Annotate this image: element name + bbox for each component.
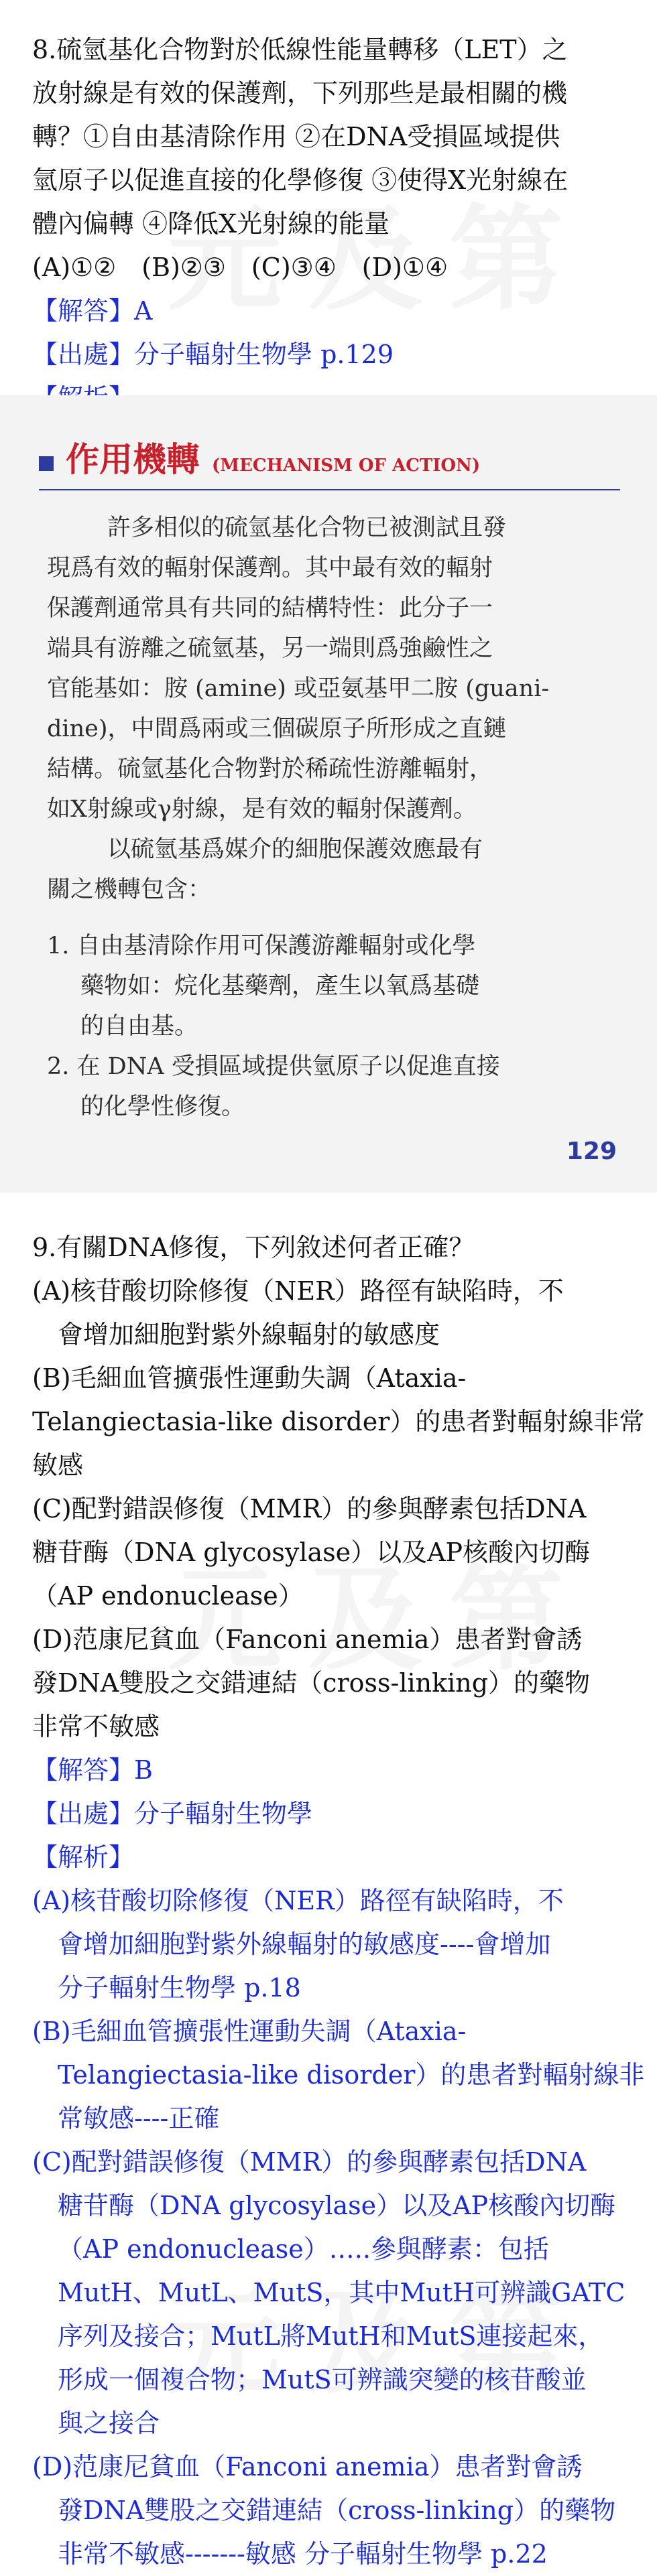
question-stem-line: 非常不敏感 bbox=[32, 1712, 160, 1741]
excerpt-line: 官能基如：胺 (amine) 或亞氨基甲二胺 (guani- bbox=[47, 675, 550, 702]
question-stem-line: 8.硫氫基化合物對於低線性能量轉移（LET）之 bbox=[32, 35, 568, 64]
explanation-line: 非常不敏感-------敏感 分子輻射生物學 p.22 bbox=[58, 2539, 548, 2569]
excerpt-title: 作用機轉 bbox=[66, 440, 200, 479]
excerpt-page-number: 129 bbox=[566, 1138, 617, 1165]
explanation-line: 分子輻射生物學 p.18 bbox=[58, 1973, 301, 2003]
explanation-line: (C)配對錯誤修復（MMR）的參與酵素包括DNA bbox=[32, 2147, 587, 2177]
question-options: (A)①② (B)②③ (C)③④ (D)①④ bbox=[32, 253, 449, 282]
explanation-line: （AP endonuclease）…..參與酵素：包括 bbox=[58, 2234, 549, 2264]
excerpt-heading bbox=[39, 433, 480, 481]
question-stem-line: 體內偏轉 ④降低X光射線的能量 bbox=[32, 209, 390, 239]
question-stem-line: 糖苷酶（DNA glycosylase）以及AP核酸內切酶 bbox=[32, 1538, 591, 1567]
question-stem-line: 9.有關DNA修復，下列敘述何者正確？ bbox=[32, 1233, 475, 1262]
explanation-row bbox=[32, 1836, 630, 1879]
question-8 bbox=[32, 28, 630, 420]
answer-row bbox=[32, 1749, 630, 1792]
excerpt-line: 保護劑通常具有共同的結構特性：此分子一 bbox=[47, 595, 493, 622]
question-stem-line: 氫原子以促進直接的化學修復 ③使得X光射線在 bbox=[32, 165, 569, 195]
question-stem-line: (A)核苷酸切除修復（NER）路徑有缺陷時，不 bbox=[32, 1276, 564, 1306]
excerpt-body bbox=[47, 508, 617, 1127]
question-stem-line: Telangiectasia-like disorder）的患者對輻射線非常 bbox=[32, 1407, 645, 1436]
explanation-line: 常敏感----正確 bbox=[58, 2104, 220, 2133]
source-tag: 【出處】 bbox=[32, 1799, 135, 1828]
question-stem-line: (D)范康尼貧血（Fanconi anemia）患者對會誘 bbox=[32, 1625, 583, 1654]
source-value: 分子輻射生物學 bbox=[134, 1799, 313, 1828]
heading-divider bbox=[39, 489, 620, 490]
explanation-line: Telangiectasia-like disorder）的患者對輻射線非 bbox=[58, 2060, 645, 2090]
excerpt-line: 結構。硫氫基化合物對於稀疏性游離輻射， bbox=[47, 756, 493, 783]
source-tag: 【出處】 bbox=[32, 340, 135, 369]
explanation-line: 發DNA雙股之交錯連結（cross-linking）的藥物 bbox=[58, 2496, 616, 2525]
excerpt-list-item: 的自由基。 bbox=[80, 1013, 198, 1040]
answer-row bbox=[32, 289, 630, 333]
excerpt-title-en: (MECHANISM OF ACTION) bbox=[212, 456, 481, 476]
explanation-line: 會增加細胞對紫外線輻射的敏感度----會增加 bbox=[58, 1929, 551, 1959]
excerpt-line: 許多相似的硫氫基化合物已被測試且發 bbox=[107, 515, 507, 541]
excerpt-list-item: 1. 自由基清除作用可保護游離輻射或化學 bbox=[47, 933, 476, 959]
square-bullet-icon bbox=[39, 456, 54, 471]
excerpt-line: 如X射線或γ射線，是有效的輻射保護劑。 bbox=[47, 796, 477, 823]
question-stem-line: 轉？①自由基清除作用 ②在DNA受損區域提供 bbox=[32, 122, 560, 151]
question-stem-line: (C)配對錯誤修復（MMR）的參與酵素包括DNA bbox=[32, 1494, 587, 1523]
excerpt-list-item: 2. 在 DNA 受損區域提供氫原子以促進直接 bbox=[47, 1053, 500, 1080]
source-value: 分子輻射生物學 p.129 bbox=[134, 340, 394, 369]
explanation-line: 形成一個複合物；MutS可辨識突變的核苷酸並 bbox=[58, 2365, 587, 2394]
explanation-line: (D)范康尼貧血（Fanconi anemia）患者對會誘 bbox=[32, 2452, 583, 2482]
excerpt-list-item: 的化學性修復。 bbox=[80, 1093, 245, 1120]
question-stem-line: 會增加細胞對紫外線輻射的敏感度 bbox=[58, 1320, 440, 1349]
explanation-line: (A)核苷酸切除修復（NER）路徑有缺陷時，不 bbox=[32, 1886, 564, 1915]
explanation-line: 糖苷酶（DNA glycosylase）以及AP核酸內切酶 bbox=[58, 2191, 616, 2220]
excerpt-line: 端具有游離之硫氫基，另一端則爲強鹼性之 bbox=[47, 635, 493, 662]
question-stem-line: 敏感 bbox=[32, 1450, 84, 1480]
answer-tag: 【解答】 bbox=[32, 296, 135, 326]
answer-value: A bbox=[134, 296, 153, 326]
question-stem-line: (B)毛細血管擴張性運動失調（Ataxia- bbox=[32, 1363, 467, 1393]
excerpt-line: 關之機轉包含： bbox=[47, 876, 212, 903]
question-stem-line: 發DNA雙股之交錯連結（cross-linking）的藥物 bbox=[32, 1668, 591, 1698]
question-9 bbox=[32, 1226, 645, 2576]
question-stem-line: 放射線是有效的保護劑，下列那些是最相關的機 bbox=[32, 78, 568, 108]
excerpt-line: 現爲有效的輻射保護劑。其中最有效的輻射 bbox=[47, 555, 493, 582]
explanation-body bbox=[32, 1879, 645, 2576]
source-row bbox=[32, 1792, 630, 1836]
excerpt-line: dine)，中間爲兩或三個碳原子所形成之直鏈 bbox=[47, 716, 507, 742]
excerpt-list-item: 藥物如：烷化基藥劑，產生以氧爲基礎 bbox=[80, 973, 480, 1000]
explanation-tag: 【解析】 bbox=[32, 1842, 135, 1872]
explanation-line: MutH、MutL、MutS，其中MutH可辨識GATC bbox=[58, 2278, 625, 2307]
question-stem-line: （AP endonuclease） bbox=[32, 1581, 304, 1611]
answer-value: B bbox=[134, 1755, 153, 1785]
explanation-line: 與之接合 bbox=[58, 2409, 160, 2438]
excerpt-line: 以硫氫基爲媒介的細胞保護效應最有 bbox=[107, 836, 483, 863]
source-row bbox=[32, 333, 630, 377]
explanation-line: (B)毛細血管擴張性運動失調（Ataxia- bbox=[32, 2017, 467, 2046]
answer-tag: 【解答】 bbox=[32, 1755, 135, 1785]
textbook-excerpt-image bbox=[0, 395, 657, 1193]
explanation-line: 序列及接合；MutL將MutH和MutS連接起來， bbox=[58, 2321, 604, 2351]
